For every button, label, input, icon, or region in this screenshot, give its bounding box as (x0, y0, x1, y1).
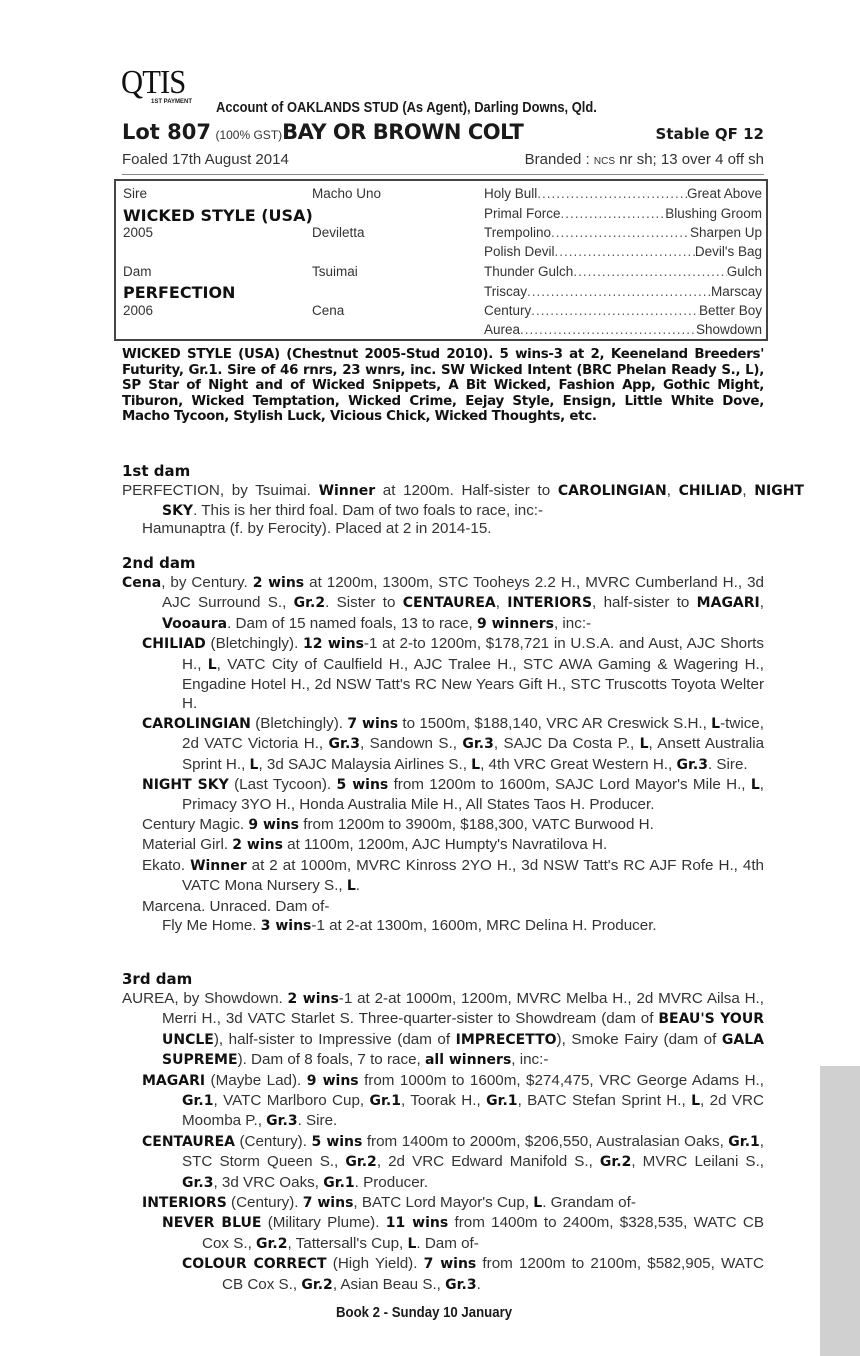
sire-label: Sire (123, 186, 148, 201)
bold-run: IMPRECETTO (455, 1031, 557, 1048)
pedigree-entry: MAGARI (Maybe Lad). 9 wins from 1000m to 1600m, $274,475, VRC George Adams H., Gr.1, VATC Marlboro Cup, Gr.1, Toorak H., Gr.1, BATC Stefan Sprint H., L, 2d VRC Moomba P., Gr.3. Sire. (142, 1071, 764, 1130)
bold-run: 11 wins (385, 1215, 449, 1232)
bold-run: 2 wins (252, 575, 305, 591)
ancestor-row: Trempolino ..... Sharpen Up (484, 225, 762, 240)
bold-run: COLOUR CORRECT (182, 1256, 327, 1273)
bold-run: Gr.1 (486, 1093, 518, 1110)
bold-run: 7 wins (302, 1195, 354, 1212)
bold-run: Gr.3 (445, 1276, 477, 1293)
first-dam-foal: Hamunaptra (f. by Ferocity). Placed at 2 in 2014-15. (142, 520, 492, 537)
bold-run: L (207, 656, 217, 673)
ancestor-row: Aurea ..... Showdown (484, 322, 762, 337)
bold-run: Winner (190, 857, 247, 874)
pedigree-entry: Fly Me Home. 3 wins-1 at 2-at 1300m, 1600m, MRC Delina H. Producer. (162, 916, 657, 934)
bold-run: 2 wins (287, 991, 339, 1007)
bold-run: 5 wins (336, 777, 389, 794)
ancestor-row: Century ..... Better Boy (484, 303, 762, 318)
qtis-logo (121, 66, 211, 110)
ancestor-row: Primal Force ..... Blushing Groom (484, 206, 762, 221)
bold-run: NIGHT SKY (142, 777, 229, 794)
sire-sire: Macho Uno (312, 186, 382, 201)
pedigree-entry: AUREA, by Showdown. 2 wins-1 at 2-at 1000m, 1200m, MVRC Melba H., 2d MVRC Ailsa H., Merri H., 3d VATC Starlet S. Three-quarter-sister to Showdream (dam of BEAU'S YOUR UNCLE), half-sister to Impressive (dam of IMPRECETTO), Smoke Fairy (dam of GALA SUPREME). Dam of 8 foals, 7 to race, all winners, inc:- (122, 990, 764, 1069)
pedigree-entry: INTERIORS (Century). 7 wins, BATC Lord Mayor's Cup, L. Grandam of- (142, 1194, 636, 1212)
sire-year: 2005 (123, 225, 154, 240)
bold-run: Cena (122, 575, 162, 591)
second-dam-section (122, 573, 764, 936)
pedigree-entry: CHILIAD (Bletchingly). 12 wins-1 at 2-to 1200m, $178,721 in U.S.A. and Aust, AJC Shorts H., L, VATC City of Caulfield H., AJC Tralee H., STC AWA Gaming & Wagering H., Engadine Hotel H., 2d NSW Tatt's RC New Years Gift H., STC Truscotts Toyota Welter H. (142, 635, 764, 713)
first-dam-para: PERFECTION, by Tsuimai. Winner at 1200m. Half-sister to CAROLINGIAN, CHILIAD, NIGHT SKY. This is her third foal. Dam of two foals to race, inc:- (122, 482, 804, 520)
sire-dam: Deviletta (312, 225, 365, 240)
bold-run: L (471, 756, 481, 773)
bold-run: all winners (424, 1052, 512, 1069)
bold-run: L (249, 756, 259, 773)
bold-run: Gr.1 (369, 1093, 401, 1110)
bold-run: Gr.1 (182, 1093, 214, 1110)
branded-label: Branded : (524, 151, 594, 168)
bold-run: 3 wins (260, 917, 312, 934)
pedigree-entry: CENTAUREA (Century). 5 wins from 1400m to 2000m, $206,550, Australasian Oaks, Gr.1, STC Storm Queen S., Gr.2, 2d VRC Edward Manifold S., Gr.2, MVRC Leilani S., Gr.3, 3d VRC Oaks, Gr.1. Producer. (142, 1132, 765, 1191)
dam-name: PERFECTION (123, 283, 236, 302)
bold-run: L (407, 1235, 417, 1252)
bold-run: CENTAUREA (402, 595, 496, 612)
second-dam-title: 2nd dam (122, 554, 196, 572)
dam-label: Dam (123, 264, 152, 279)
bold-run: MAGARI (696, 595, 760, 612)
bold-run: NEVER BLUE (162, 1215, 262, 1232)
bold-run: Gr.2 (293, 595, 326, 612)
branded-ncs: NCS (593, 156, 616, 167)
bold-run: 7 wins (423, 1256, 477, 1273)
bold-run: L (691, 1093, 701, 1110)
bold-run: 9 wins (306, 1072, 359, 1089)
pedigree-entry: Cena, by Century. 2 wins at 1200m, 1300m, STC Tooheys 2.2 H., MVRC Cumberland H., 3d AJC Surround S., Gr.2. Sister to CENTAUREA, INTERIORS, half-sister to MAGARI, Vooaura. Dam of 15 named foals, 13 to race, 9 winners, inc:- (122, 574, 764, 632)
bold-run: Gr.3 (182, 1174, 214, 1191)
bold-run: Winner (318, 483, 376, 499)
pedigree-entry: NIGHT SKY (Last Tycoon). 5 wins from 1200m to 1600m, SAJC Lord Mayor's Mile H., L, Primacy 3YO H., Honda Australia Mile H., All States Taos H. Producer. (142, 776, 764, 814)
bold-run: Gr.3 (462, 736, 494, 753)
bold-run: 12 wins (303, 636, 364, 653)
bold-run: MAGARI (142, 1072, 206, 1089)
lot-number: Lot 807 (122, 120, 211, 144)
bold-run: 9 wins (248, 816, 300, 833)
logo-text: QTIS (121, 64, 186, 101)
bold-run: Gr.3 (266, 1113, 298, 1130)
bold-run: L (533, 1195, 543, 1212)
third-dam-section (122, 989, 764, 1295)
branded-rest: nr sh; 13 over 4 off sh (615, 151, 764, 168)
bold-run: 7 wins (347, 715, 399, 732)
bold-run: L (346, 878, 356, 895)
bold-run: L (711, 715, 721, 732)
sire-bio: WICKED STYLE (USA) (Chestnut 2005-Stud 2010). 5 wins-3 at 2, Keeneland Breeders' Futurity, Gr.1. Sire of 46 rnrs, 23 wnrs, inc. SW Wicked Intent (BRC Phelan Ready S., L), SP Star of Night and of Wicked Snippets, A Bit Wicked, Fashion App, Gothic Might, Tiburon, Wicked Temptation, Wicked Crime, Eejay Style, Ensign, Little White Dove, Macho Tycoon, Stylish Luck, Vicious Chick, Wicked Thoughts, etc. (122, 347, 764, 424)
stable-number: Stable QF 12 (655, 125, 764, 143)
ancestor-row: Polish Devil ..... Devil's Bag (484, 244, 762, 259)
header-rule (122, 174, 764, 175)
bold-run: CAROLINGIAN (557, 483, 667, 499)
bold-run: NIGHT SKY (162, 483, 804, 520)
pedigree-entry: Century Magic. 9 wins from 1200m to 3900m, $188,300, VATC Burwood H. (142, 815, 654, 833)
pedigree-table (114, 179, 768, 341)
horse-description: BAY OR BROWN COLT (282, 120, 524, 144)
bold-run: 9 winners (476, 615, 554, 632)
bold-run: CHILIAD (678, 483, 743, 499)
bold-run: CAROLINGIAN (142, 715, 251, 732)
bold-run: Gr.1 (323, 1174, 355, 1191)
sire-name: WICKED STYLE (USA) (123, 206, 313, 225)
gst-note: (100% GST) (215, 128, 283, 142)
first-dam-title: 1st dam (122, 462, 191, 480)
ancestor-row: Holy Bull ..... Great Above (484, 186, 762, 201)
dam-sire: Tsuimai (312, 264, 358, 279)
pedigree-entry: NEVER BLUE (Military Plume). 11 wins from 1400m to 2400m, $328,535, WATC CB Cox S., Gr.2, Tattersall's Cup, L. Dam of- (162, 1214, 764, 1252)
pedigree-entry: CAROLINGIAN (Bletchingly). 7 wins to 1500m, $188,140, VRC AR Creswick S.H., L-twice, 2d VATC Victoria H., Gr.3, Sandown S., Gr.3, SAJC Da Costa P., L, Ansett Australia Sprint H., L, 3d SAJC Malaysia Airlines S., L, 4th VRC Great Western H., Gr.3. Sire. (142, 714, 765, 773)
bold-run: Gr.2 (599, 1154, 632, 1171)
ancestor-row: Triscay ..... Marscay (484, 284, 762, 299)
dam-dam: Cena (312, 303, 345, 318)
ancestor-row: Thunder Gulch ..... Gulch (484, 264, 762, 279)
bold-run: 2 wins (232, 837, 283, 854)
dam-year: 2006 (123, 303, 154, 318)
bold-run: CENTAUREA (142, 1133, 235, 1150)
bold-run: INTERIORS (507, 595, 593, 612)
brand-marks (525, 151, 764, 168)
pedigree-entry: COLOUR CORRECT (High Yield). 7 wins from 1200m to 2100m, $582,905, WATC CB Cox S., Gr.2, Asian Beau S., Gr.3. (182, 1255, 764, 1293)
third-dam-title: 3rd dam (122, 970, 193, 988)
bold-run: Gr.2 (345, 1154, 377, 1171)
bold-run: L (750, 777, 760, 794)
bold-run: CHILIAD (142, 636, 206, 653)
bold-run: Gr.3 (676, 756, 708, 773)
bold-run: GALA SUPREME (162, 1031, 764, 1069)
pedigree-entry: Ekato. Winner at 2 at 1000m, MVRC Kinross 2YO H., 3d NSW Tatt's RC AJF Rofe H., 4th VATC Mona Nursery S., L. (142, 856, 764, 895)
bold-run: Gr.2 (301, 1276, 333, 1293)
bold-run: L (639, 736, 649, 753)
pedigree-entry: Marcena. Unraced. Dam of- (142, 897, 330, 915)
bold-run: 5 wins (311, 1133, 363, 1150)
pedigree-entry: Material Girl. 2 wins at 1100m, 1200m, AJC Humpty's Navratilova H. (142, 836, 608, 854)
bold-run: BEAU'S YOUR UNCLE (162, 1011, 764, 1048)
bold-run: Vooaura (162, 615, 228, 632)
lot-header (122, 120, 764, 148)
foaled-date: Foaled 17th August 2014 (122, 151, 289, 168)
vendor-account: Account of OAKLANDS STUD (As Agent), Darling Downs, Qld. (216, 99, 597, 116)
page-edge-tab (820, 1066, 860, 1356)
logo-subtext: 1ST PAYMENT (151, 99, 193, 105)
bold-run: INTERIORS (142, 1195, 227, 1212)
bold-run: Gr.2 (256, 1235, 288, 1252)
bold-run: Gr.1 (728, 1133, 760, 1150)
page-footer: Book 2 - Sunday 10 January (336, 1304, 513, 1321)
bold-run: Gr.3 (328, 736, 361, 753)
